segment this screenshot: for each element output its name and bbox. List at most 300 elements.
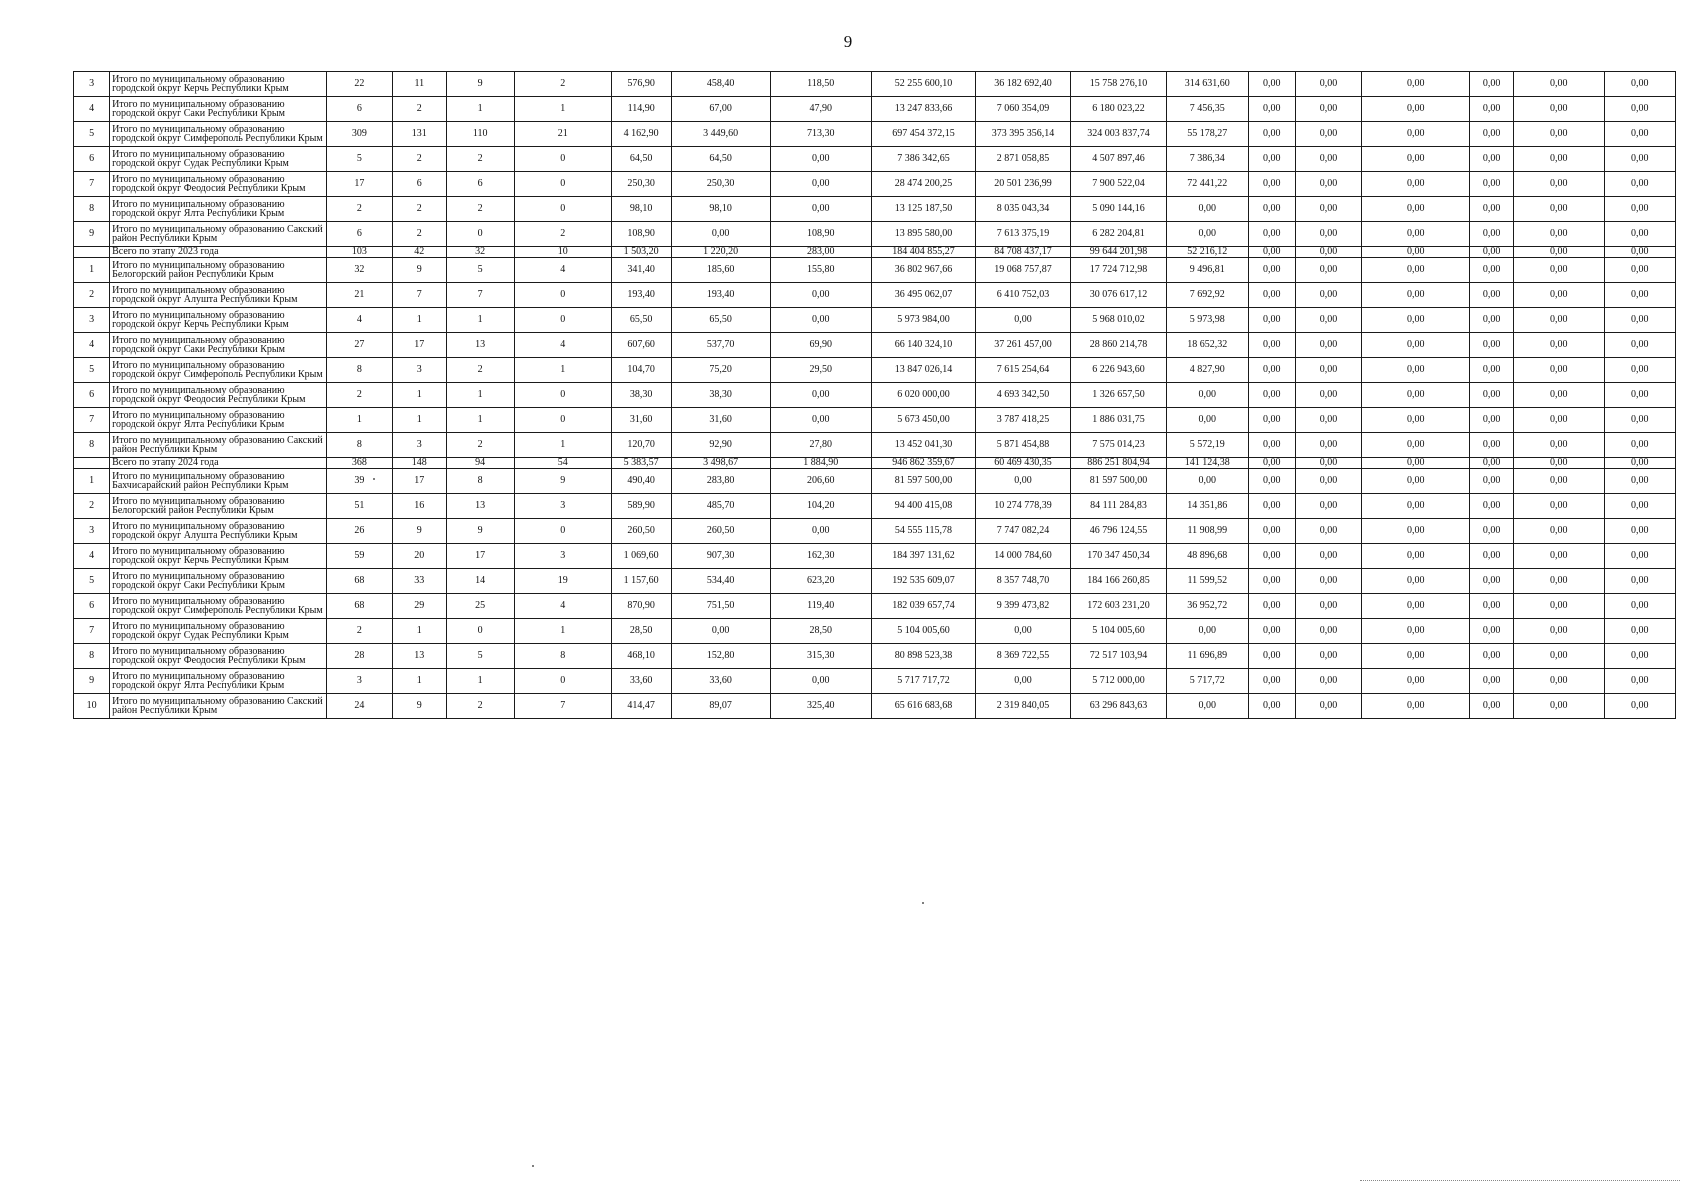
- value-cell: 84 708 437,17: [976, 247, 1071, 258]
- value-cell: 0,00: [1604, 383, 1675, 408]
- value-cell: 110: [446, 122, 514, 147]
- value-cell: 92,90: [671, 433, 770, 458]
- value-cell: 870,90: [611, 594, 671, 619]
- value-cell: 315,30: [770, 644, 871, 669]
- municipality-name-cell: Итого по муниципальному образованию Сакский район Республики Крым: [110, 222, 327, 247]
- value-cell: 0,00: [1296, 569, 1362, 594]
- value-cell: 0,00: [1362, 544, 1470, 569]
- municipality-name-cell: Итого по муниципальному образованию городской округ Саки Республики Крым: [110, 333, 327, 358]
- value-cell: 0,00: [1248, 644, 1295, 669]
- value-cell: 141 124,38: [1167, 458, 1249, 469]
- value-cell: 11 696,89: [1167, 644, 1249, 669]
- value-cell: 24: [326, 694, 392, 719]
- value-cell: 0,00: [1604, 433, 1675, 458]
- value-cell: 0,00: [1296, 408, 1362, 433]
- value-cell: 55 178,27: [1167, 122, 1249, 147]
- municipality-name-cell: Итого по муниципальному образованию городской округ Судак Республики Крым: [110, 619, 327, 644]
- value-cell: 0,00: [1362, 172, 1470, 197]
- value-cell: 7 060 354,09: [976, 97, 1071, 122]
- value-cell: 29: [392, 594, 446, 619]
- value-cell: 0,00: [1470, 469, 1513, 494]
- value-cell: 0,00: [1248, 383, 1295, 408]
- value-cell: 0,00: [1248, 458, 1295, 469]
- value-cell: 713,30: [770, 122, 871, 147]
- value-cell: 0,00: [1167, 694, 1249, 719]
- value-cell: 7: [392, 283, 446, 308]
- value-cell: 0,00: [1513, 458, 1604, 469]
- value-cell: 9: [446, 519, 514, 544]
- municipality-name-cell: Итого по муниципальному образованию городской округ Ялта Республики Крым: [110, 408, 327, 433]
- row-number-cell: [74, 458, 110, 469]
- row-number-cell: 7: [74, 172, 110, 197]
- value-cell: 4: [514, 594, 611, 619]
- table-row: [74, 333, 1676, 358]
- value-cell: 0,00: [1604, 283, 1675, 308]
- value-cell: 0,00: [1248, 72, 1295, 97]
- table-row: [74, 222, 1676, 247]
- table-row: [74, 122, 1676, 147]
- value-cell: 6: [446, 172, 514, 197]
- value-cell: 0,00: [1248, 122, 1295, 147]
- value-cell: 0,00: [1167, 383, 1249, 408]
- value-cell: 5 104 005,60: [1071, 619, 1167, 644]
- value-cell: 63 296 843,63: [1071, 694, 1167, 719]
- value-cell: 42: [392, 247, 446, 258]
- row-number-cell: 4: [74, 97, 110, 122]
- value-cell: 13 125 187,50: [871, 197, 975, 222]
- value-cell: 0,00: [1604, 247, 1675, 258]
- value-cell: 184 166 260,85: [1071, 569, 1167, 594]
- value-cell: 0,00: [1513, 308, 1604, 333]
- value-cell: 28,50: [770, 619, 871, 644]
- value-cell: 468,10: [611, 644, 671, 669]
- value-cell: 22: [326, 72, 392, 97]
- row-number-cell: 3: [74, 519, 110, 544]
- value-cell: 7 575 014,23: [1071, 433, 1167, 458]
- value-cell: 13: [446, 494, 514, 519]
- value-cell: 0,00: [1470, 594, 1513, 619]
- value-cell: 184 404 855,27: [871, 247, 975, 258]
- value-cell: 886 251 804,94: [1071, 458, 1167, 469]
- value-cell: 0,00: [1248, 408, 1295, 433]
- value-cell: 2: [514, 72, 611, 97]
- value-cell: 1: [514, 358, 611, 383]
- value-cell: 104,70: [611, 358, 671, 383]
- value-cell: 8: [446, 469, 514, 494]
- value-cell: 0,00: [1362, 433, 1470, 458]
- row-number-cell: 8: [74, 644, 110, 669]
- value-cell: 309: [326, 122, 392, 147]
- value-cell: 0,00: [1470, 644, 1513, 669]
- value-cell: 0,00: [1296, 694, 1362, 719]
- value-cell: 0,00: [770, 308, 871, 333]
- value-cell: 1: [392, 308, 446, 333]
- value-cell: 2: [446, 358, 514, 383]
- value-cell: 0,00: [1470, 669, 1513, 694]
- value-cell: 0,00: [1513, 469, 1604, 494]
- value-cell: 0,00: [1604, 469, 1675, 494]
- value-cell: 64,50: [671, 147, 770, 172]
- value-cell: 0,00: [1513, 222, 1604, 247]
- value-cell: 0,00: [671, 619, 770, 644]
- value-cell: 67,00: [671, 97, 770, 122]
- value-cell: 4 162,90: [611, 122, 671, 147]
- row-number-cell: 6: [74, 147, 110, 172]
- value-cell: 368: [326, 458, 392, 469]
- value-cell: 39: [326, 469, 392, 494]
- table-row: [74, 197, 1676, 222]
- value-cell: 314 631,60: [1167, 72, 1249, 97]
- row-number-cell: 7: [74, 619, 110, 644]
- value-cell: 69,90: [770, 333, 871, 358]
- value-cell: 0,00: [1362, 97, 1470, 122]
- value-cell: 17: [392, 469, 446, 494]
- value-cell: 0,00: [1248, 333, 1295, 358]
- value-cell: 0,00: [1513, 544, 1604, 569]
- value-cell: 20 501 236,99: [976, 172, 1071, 197]
- value-cell: 17: [446, 544, 514, 569]
- value-cell: 0,00: [1362, 247, 1470, 258]
- value-cell: 17: [326, 172, 392, 197]
- value-cell: 589,90: [611, 494, 671, 519]
- municipality-name-cell: Итого по муниципальному образованию Белогорский район Республики Крым: [110, 258, 327, 283]
- value-cell: 0,00: [1296, 283, 1362, 308]
- municipality-name-cell: Итого по муниципальному образованию городской округ Ялта Республики Крым: [110, 197, 327, 222]
- municipality-name-cell: Итого по муниципальному образованию городской округ Керчь Республики Крым: [110, 308, 327, 333]
- row-number-cell: 9: [74, 669, 110, 694]
- value-cell: 98,10: [671, 197, 770, 222]
- value-cell: 0,00: [1604, 147, 1675, 172]
- value-cell: 29,50: [770, 358, 871, 383]
- value-cell: 0,00: [1167, 408, 1249, 433]
- value-cell: 11 908,99: [1167, 519, 1249, 544]
- value-cell: 0,00: [1296, 669, 1362, 694]
- value-cell: 0,00: [1604, 72, 1675, 97]
- value-cell: 0,00: [1513, 383, 1604, 408]
- value-cell: 182 039 657,74: [871, 594, 975, 619]
- value-cell: 2: [446, 197, 514, 222]
- row-number-cell: 4: [74, 544, 110, 569]
- value-cell: 2: [392, 197, 446, 222]
- value-cell: 0,00: [1248, 544, 1295, 569]
- value-cell: 3 787 418,25: [976, 408, 1071, 433]
- value-cell: 0,00: [1604, 333, 1675, 358]
- value-cell: 0,00: [770, 408, 871, 433]
- value-cell: 0,00: [1296, 147, 1362, 172]
- value-cell: 5 090 144,16: [1071, 197, 1167, 222]
- value-cell: 0,00: [1513, 694, 1604, 719]
- value-cell: 3 449,60: [671, 122, 770, 147]
- row-number-cell: 6: [74, 383, 110, 408]
- value-cell: 0,00: [1604, 172, 1675, 197]
- value-cell: 0,00: [1167, 197, 1249, 222]
- value-cell: 80 898 523,38: [871, 644, 975, 669]
- value-cell: 0,00: [1513, 619, 1604, 644]
- value-cell: 13 895 580,00: [871, 222, 975, 247]
- value-cell: 8 035 043,34: [976, 197, 1071, 222]
- value-cell: 0,00: [1296, 258, 1362, 283]
- value-cell: 907,30: [671, 544, 770, 569]
- value-cell: 0,00: [1248, 147, 1295, 172]
- table-row: [74, 494, 1676, 519]
- value-cell: 89,07: [671, 694, 770, 719]
- value-cell: 0,00: [976, 619, 1071, 644]
- table-row: [74, 619, 1676, 644]
- row-number-cell: 5: [74, 122, 110, 147]
- value-cell: 0,00: [1296, 433, 1362, 458]
- value-cell: 1: [326, 408, 392, 433]
- value-cell: 9: [514, 469, 611, 494]
- value-cell: 0,00: [1604, 197, 1675, 222]
- value-cell: 2: [326, 619, 392, 644]
- value-cell: 4: [514, 258, 611, 283]
- value-cell: 131: [392, 122, 446, 147]
- table-row: [74, 258, 1676, 283]
- value-cell: 0,00: [1248, 694, 1295, 719]
- value-cell: 68: [326, 569, 392, 594]
- value-cell: 13: [446, 333, 514, 358]
- value-cell: 576,90: [611, 72, 671, 97]
- value-cell: 72 517 103,94: [1071, 644, 1167, 669]
- value-cell: 54: [514, 458, 611, 469]
- municipality-name-cell: Итого по муниципальному образованию Сакский район Республики Крым: [110, 433, 327, 458]
- value-cell: 0: [514, 147, 611, 172]
- value-cell: 0,00: [1362, 358, 1470, 383]
- municipality-name-cell: Итого по муниципальному образованию городской округ Судак Республики Крым: [110, 147, 327, 172]
- value-cell: 192 535 609,07: [871, 569, 975, 594]
- value-cell: 6: [326, 222, 392, 247]
- value-cell: 0,00: [1167, 619, 1249, 644]
- value-cell: 0,00: [1513, 358, 1604, 383]
- value-cell: 51: [326, 494, 392, 519]
- value-cell: 0,00: [1248, 172, 1295, 197]
- value-cell: 0,00: [1604, 408, 1675, 433]
- value-cell: 28: [326, 644, 392, 669]
- value-cell: 0,00: [1362, 197, 1470, 222]
- value-cell: 185,60: [671, 258, 770, 283]
- value-cell: 0,00: [1296, 247, 1362, 258]
- value-cell: 0,00: [1513, 519, 1604, 544]
- value-cell: 0,00: [1513, 147, 1604, 172]
- value-cell: 5: [446, 258, 514, 283]
- value-cell: 0,00: [1248, 669, 1295, 694]
- value-cell: 52 255 600,10: [871, 72, 975, 97]
- row-number-cell: [74, 247, 110, 258]
- value-cell: 485,70: [671, 494, 770, 519]
- value-cell: 1: [392, 408, 446, 433]
- value-cell: 0,00: [1362, 308, 1470, 333]
- value-cell: 72 441,22: [1167, 172, 1249, 197]
- value-cell: 0,00: [1362, 594, 1470, 619]
- value-cell: 0,00: [1470, 519, 1513, 544]
- value-cell: 2 319 840,05: [976, 694, 1071, 719]
- table-row: [74, 644, 1676, 669]
- value-cell: 33,60: [671, 669, 770, 694]
- value-cell: 0: [514, 308, 611, 333]
- value-cell: 0,00: [1470, 433, 1513, 458]
- value-cell: 0,00: [1470, 197, 1513, 222]
- value-cell: 5 871 454,88: [976, 433, 1071, 458]
- value-cell: 0,00: [1470, 694, 1513, 719]
- value-cell: 0,00: [1362, 147, 1470, 172]
- value-cell: 31,60: [671, 408, 770, 433]
- table-row: [74, 308, 1676, 333]
- value-cell: 0,00: [770, 383, 871, 408]
- value-cell: 0,00: [1470, 333, 1513, 358]
- value-cell: 0,00: [976, 469, 1071, 494]
- value-cell: 28,50: [611, 619, 671, 644]
- value-cell: 490,40: [611, 469, 671, 494]
- value-cell: 119,40: [770, 594, 871, 619]
- row-number-cell: 1: [74, 469, 110, 494]
- value-cell: 1 326 657,50: [1071, 383, 1167, 408]
- value-cell: 48 896,68: [1167, 544, 1249, 569]
- value-cell: 18 652,32: [1167, 333, 1249, 358]
- value-cell: 0,00: [1604, 308, 1675, 333]
- value-cell: 21: [514, 122, 611, 147]
- municipality-name-cell: Итого по муниципальному образованию городской округ Саки Республики Крым: [110, 569, 327, 594]
- register-table: [73, 71, 1676, 719]
- value-cell: 0,00: [1604, 544, 1675, 569]
- value-cell: 458,40: [671, 72, 770, 97]
- row-number-cell: 3: [74, 308, 110, 333]
- value-cell: 0,00: [1513, 594, 1604, 619]
- municipality-name-cell: Итого по муниципальному образованию городской округ Керчь Республики Крым: [110, 72, 327, 97]
- value-cell: 3: [326, 669, 392, 694]
- value-cell: 148: [392, 458, 446, 469]
- value-cell: 0: [514, 197, 611, 222]
- value-cell: 0,00: [1513, 494, 1604, 519]
- value-cell: 7 900 522,04: [1071, 172, 1167, 197]
- value-cell: 0,00: [1604, 494, 1675, 519]
- value-cell: 0,00: [1362, 458, 1470, 469]
- value-cell: 6: [326, 97, 392, 122]
- value-cell: 4: [514, 333, 611, 358]
- value-cell: 0,00: [1362, 569, 1470, 594]
- value-cell: 1: [392, 669, 446, 694]
- value-cell: 33,60: [611, 669, 671, 694]
- value-cell: 0,00: [1604, 222, 1675, 247]
- value-cell: 0,00: [1296, 197, 1362, 222]
- value-cell: 0,00: [1296, 383, 1362, 408]
- value-cell: 1 886 031,75: [1071, 408, 1167, 433]
- value-cell: 21: [326, 283, 392, 308]
- row-number-cell: 10: [74, 694, 110, 719]
- value-cell: 0,00: [1296, 619, 1362, 644]
- value-cell: 3: [514, 494, 611, 519]
- value-cell: 68: [326, 594, 392, 619]
- value-cell: 98,10: [611, 197, 671, 222]
- value-cell: 0: [514, 172, 611, 197]
- value-cell: 15 758 276,10: [1071, 72, 1167, 97]
- value-cell: 0,00: [1470, 308, 1513, 333]
- value-cell: 9: [392, 519, 446, 544]
- value-cell: 17: [392, 333, 446, 358]
- value-cell: 0,00: [1513, 333, 1604, 358]
- row-number-cell: 8: [74, 197, 110, 222]
- value-cell: 14: [446, 569, 514, 594]
- value-cell: 8: [326, 358, 392, 383]
- value-cell: 60 469 430,35: [976, 458, 1071, 469]
- value-cell: 0,00: [1513, 283, 1604, 308]
- value-cell: 0,00: [1470, 383, 1513, 408]
- value-cell: 28 474 200,25: [871, 172, 975, 197]
- value-cell: 283,00: [770, 247, 871, 258]
- value-cell: 0,00: [1248, 247, 1295, 258]
- value-cell: 0,00: [1248, 283, 1295, 308]
- value-cell: 0,00: [1513, 72, 1604, 97]
- value-cell: 13: [392, 644, 446, 669]
- value-cell: 46 796 124,55: [1071, 519, 1167, 544]
- value-cell: 2: [392, 222, 446, 247]
- table-row: [74, 283, 1676, 308]
- value-cell: 10: [514, 247, 611, 258]
- value-cell: 0,00: [1470, 494, 1513, 519]
- value-cell: 94 400 415,08: [871, 494, 975, 519]
- value-cell: 283,80: [671, 469, 770, 494]
- value-cell: 0,00: [1362, 408, 1470, 433]
- municipality-name-cell: Итого по муниципальному образованию городской округ Феодосия Республики Крым: [110, 172, 327, 197]
- value-cell: 6 226 943,60: [1071, 358, 1167, 383]
- value-cell: 20: [392, 544, 446, 569]
- row-number-cell: 5: [74, 358, 110, 383]
- value-cell: 0,00: [1296, 644, 1362, 669]
- value-cell: 0,00: [1296, 469, 1362, 494]
- value-cell: 2: [446, 433, 514, 458]
- value-cell: 0,00: [1604, 669, 1675, 694]
- value-cell: 65,50: [611, 308, 671, 333]
- value-cell: 64,50: [611, 147, 671, 172]
- value-cell: 260,50: [611, 519, 671, 544]
- value-cell: 11: [392, 72, 446, 97]
- value-cell: 2: [446, 694, 514, 719]
- value-cell: 0,00: [1248, 519, 1295, 544]
- value-cell: 0,00: [1296, 519, 1362, 544]
- value-cell: 19: [514, 569, 611, 594]
- value-cell: 0,00: [1362, 469, 1470, 494]
- value-cell: 1: [446, 308, 514, 333]
- value-cell: 0,00: [1470, 358, 1513, 383]
- value-cell: 0: [446, 619, 514, 644]
- value-cell: 38,30: [611, 383, 671, 408]
- value-cell: 0,00: [1513, 97, 1604, 122]
- value-cell: 0,00: [1296, 594, 1362, 619]
- value-cell: 946 862 359,67: [871, 458, 975, 469]
- value-cell: 1: [446, 669, 514, 694]
- value-cell: 0,00: [1248, 594, 1295, 619]
- value-cell: 1 884,90: [770, 458, 871, 469]
- value-cell: 5 717,72: [1167, 669, 1249, 694]
- value-cell: 1: [446, 383, 514, 408]
- value-cell: 0,00: [1513, 433, 1604, 458]
- value-cell: 17 724 712,98: [1071, 258, 1167, 283]
- value-cell: 81 597 500,00: [871, 469, 975, 494]
- value-cell: 5 104 005,60: [871, 619, 975, 644]
- value-cell: 36 802 967,66: [871, 258, 975, 283]
- row-number-cell: 2: [74, 283, 110, 308]
- value-cell: 9: [392, 258, 446, 283]
- municipality-name-cell: Итого по муниципальному образованию Белогорский район Республики Крым: [110, 494, 327, 519]
- value-cell: 7: [446, 283, 514, 308]
- table-row: [74, 669, 1676, 694]
- table-row: [74, 383, 1676, 408]
- value-cell: 0,00: [770, 669, 871, 694]
- scan-speck: [373, 478, 375, 480]
- value-cell: 0,00: [1470, 147, 1513, 172]
- value-cell: 0: [446, 222, 514, 247]
- municipality-name-cell: Итого по муниципальному образованию городской округ Симферополь Республики Крым: [110, 122, 327, 147]
- value-cell: 623,20: [770, 569, 871, 594]
